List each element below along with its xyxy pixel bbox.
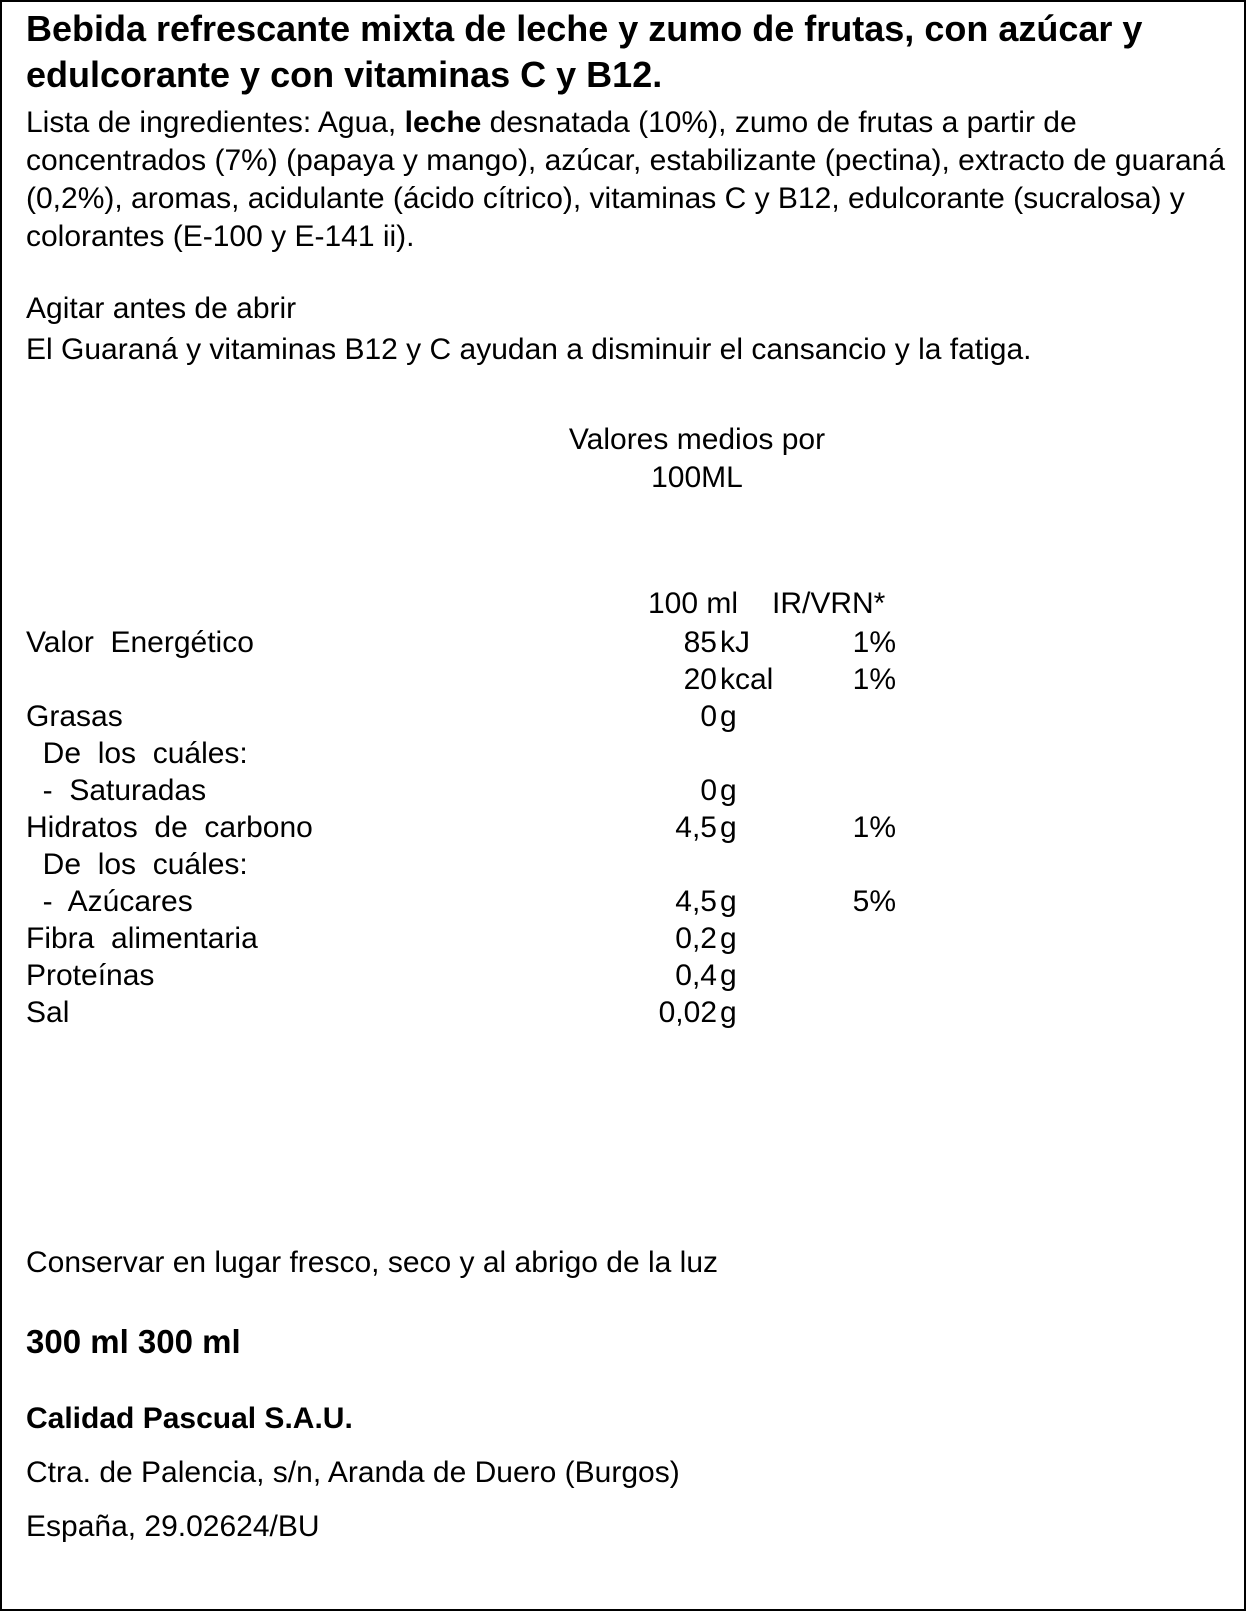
nutrition-row bbox=[2, 809, 1242, 846]
nutrient-unit: g bbox=[720, 700, 737, 733]
nutrient-unit: g bbox=[720, 811, 737, 844]
nutrient-name: - Azúcares bbox=[26, 885, 193, 918]
ingredients-prefix: Lista de ingredientes: Agua, bbox=[26, 106, 405, 139]
health-claim: El Guaraná y vitaminas B12 y C ayudan a disminuir el cansancio y la fatiga. bbox=[26, 333, 1032, 366]
nutrient-unit: g bbox=[720, 959, 737, 992]
company-registry: España, 29.02624/BU bbox=[26, 1510, 320, 1543]
nutrient-ir-percent: 1% bbox=[852, 626, 896, 659]
nutrition-row bbox=[2, 661, 1242, 698]
nutrition-row bbox=[2, 883, 1242, 920]
net-volume: 300 ml 300 ml bbox=[26, 1323, 241, 1360]
nutrient-name: Proteínas bbox=[26, 959, 155, 992]
nutrient-name: De los cuáles: bbox=[26, 737, 248, 770]
storage-instructions: Conservar en lugar fresco, seco y al abrigo de la luz bbox=[26, 1246, 719, 1279]
nutrient-amount: 20 bbox=[683, 663, 717, 696]
nutrient-name: Grasas bbox=[26, 700, 123, 733]
ingredients-list bbox=[26, 104, 1226, 256]
nutrient-ir-percent: 1% bbox=[852, 663, 896, 696]
nutrient-name: - Saturadas bbox=[26, 774, 207, 807]
nutrition-row bbox=[2, 846, 1242, 883]
nutrient-name: De los cuáles: bbox=[26, 848, 248, 881]
nutrition-heading-line1: Valores medios por bbox=[568, 423, 826, 456]
nutrition-heading-line2: 100ML bbox=[651, 461, 743, 494]
nutrient-unit: g bbox=[720, 996, 737, 1029]
product-title: Bebida refrescante mixta de leche y zumo de frutas, con azúcar y edulcorante y con vitaminas C y B12. bbox=[26, 8, 1143, 95]
column-per-100ml: 100 ml bbox=[648, 587, 739, 620]
nutrient-amount: 4,5 bbox=[675, 885, 717, 918]
nutrient-ir-percent: 5% bbox=[852, 885, 896, 918]
company-address: Ctra. de Palencia, s/n, Aranda de Duero (Burgos) bbox=[26, 1456, 680, 1489]
nutrition-row bbox=[2, 772, 1242, 809]
nutrient-unit: g bbox=[720, 774, 737, 807]
ingredients-allergen: leche bbox=[404, 106, 482, 139]
nutrient-amount: 0,2 bbox=[675, 922, 717, 955]
company-name: Calidad Pascual S.A.U. bbox=[26, 1402, 353, 1435]
nutrient-amount: 0 bbox=[700, 700, 717, 733]
column-ir-vrn: IR/VRN* bbox=[772, 587, 886, 620]
nutrition-row bbox=[2, 735, 1242, 772]
nutrient-amount: 0,4 bbox=[675, 959, 717, 992]
ingredients-suffix: desnatada (10%), zumo de frutas a partir de concentrados (7%) (papaya y mango), azúcar, estabilizante (pectina), extracto de guaraná (0,2%), aromas, acidulante (ácido cítrico), vitaminas C y B12, edulcorante (sucralosa) y colorantes (E-100 y E-141 ii). bbox=[26, 106, 1226, 253]
nutrient-name: Sal bbox=[26, 996, 70, 1029]
nutrient-amount: 85 bbox=[683, 626, 717, 659]
nutrient-unit: kJ bbox=[720, 626, 750, 659]
nutrition-row bbox=[2, 920, 1242, 957]
shake-note: Agitar antes de abrir bbox=[26, 292, 297, 325]
nutrient-name: Fibra alimentaria bbox=[26, 922, 258, 955]
nutrition-row bbox=[2, 994, 1242, 1031]
nutrient-ir-percent: 1% bbox=[852, 811, 896, 844]
nutrient-amount: 0 bbox=[700, 774, 717, 807]
nutrient-unit: g bbox=[720, 885, 737, 918]
nutrient-amount: 0,02 bbox=[658, 996, 717, 1029]
nutrition-row bbox=[2, 957, 1242, 994]
nutrition-row bbox=[2, 624, 1242, 661]
nutrient-name: Valor Energético bbox=[26, 626, 254, 659]
nutrient-unit: g bbox=[720, 922, 737, 955]
nutrition-row bbox=[2, 698, 1242, 735]
nutrient-unit: kcal bbox=[720, 663, 774, 696]
nutrient-amount: 4,5 bbox=[675, 811, 717, 844]
nutrient-name: Hidratos de carbono bbox=[26, 811, 313, 844]
